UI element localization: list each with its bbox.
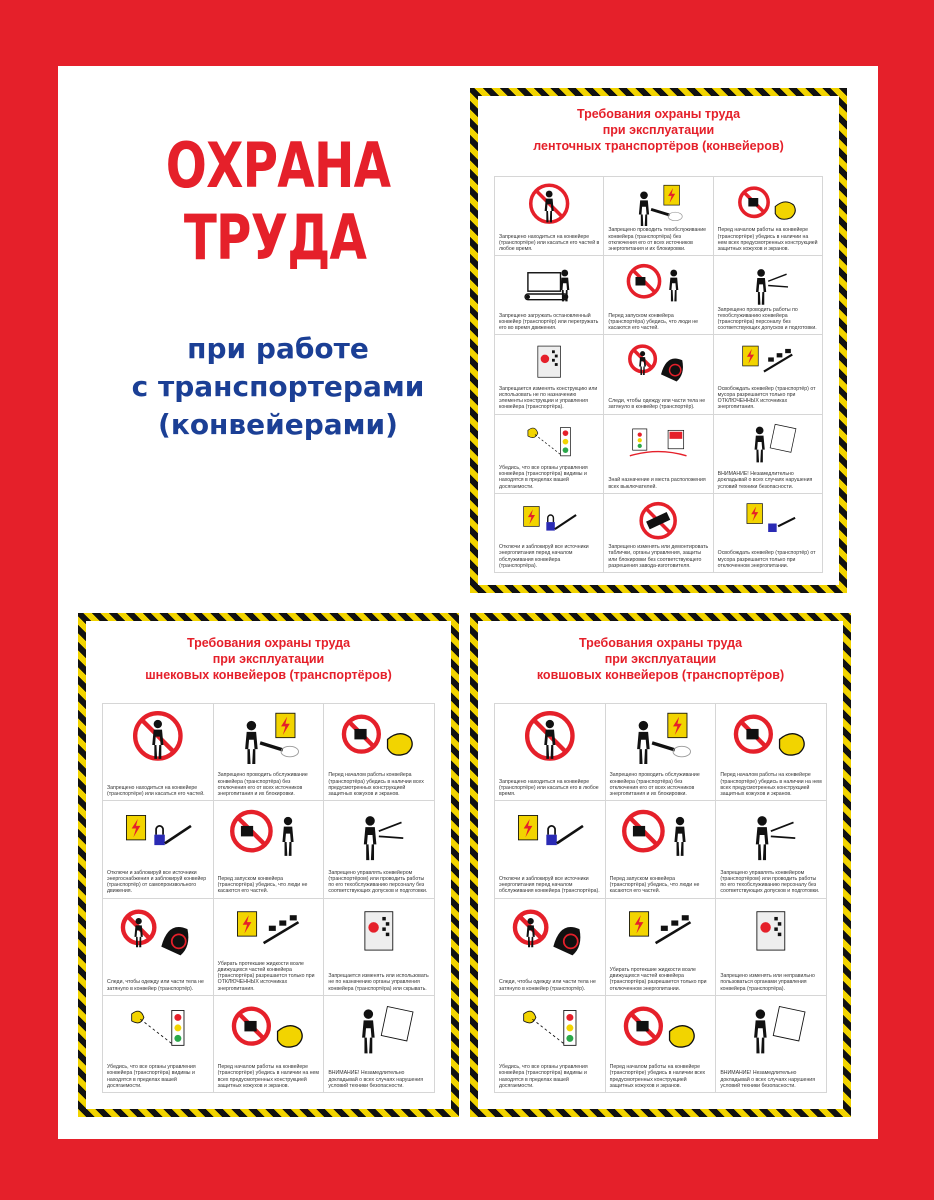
guard-check-icon (330, 708, 428, 764)
rule-cell (606, 801, 717, 898)
poster-title-line-2: при эксплуатации (602, 123, 715, 137)
rule-pictogram (612, 805, 710, 861)
rule-caption: Убирать протекшие жидкости возле движущихся частей конвейера (транспортёра) разрешается только при отключенном энергопитании. (609, 966, 707, 992)
rule-cell (716, 704, 827, 801)
rule-pictogram (501, 339, 597, 384)
hero-subtitle-line-1: при работе (187, 332, 369, 365)
rule-caption: Перед запуском конвейера (транспортёра) убедись, что люди не касаются его частей. (217, 875, 308, 895)
rule-caption: Запрещено загружать остановленный конвейер (транспортёр) или перегружать его во время движения. (499, 312, 599, 332)
poster-title-line-2: при эксплуатации (604, 652, 717, 666)
poster-title-line-1: Требования охраны труда (578, 636, 743, 650)
rule-caption: Запрещено проводить техобслуживание конвейера (транспортёра) без отключения его от всех источников энергопитания и их блокировки. (608, 227, 706, 252)
rule-caption: Убедись, что все органы управления конвейера (транспортёра) видимы и находятся в пределах вашей досягаемости. (499, 464, 588, 490)
rule-cell (214, 899, 325, 996)
on-off-switch-icon (610, 419, 706, 464)
rule-caption: Запрещено управлять конвейером (транспортёром) или проводить работы по его техобслуживанию персоналу без соответствующих допусков и подготовки. (328, 869, 428, 895)
rule-caption: Запрещено находиться на конвейере (транспортёре) или касаться его частей в любое время. (499, 233, 600, 252)
poster-belt-conveyors (470, 88, 847, 593)
poster-bucket-conveyors (470, 613, 851, 1117)
rule-pictogram (610, 339, 706, 384)
rules-grid (102, 703, 435, 1093)
rule-caption: Перед запуском конвейера (транспортёра) убедись, что люди не касаются его частей. (608, 312, 699, 332)
repair-worker-icon (610, 181, 706, 226)
poster-title (478, 621, 843, 683)
rule-cell (103, 899, 214, 996)
prohibition-person-icon (109, 708, 207, 764)
poster-title (478, 96, 839, 154)
rule-pictogram (109, 805, 207, 861)
repair-worker-icon (220, 708, 318, 764)
control-visibility-icon (501, 419, 597, 464)
rule-cell (606, 899, 717, 996)
rule-caption: Запрещается изменять конструкцию или использовать не по назначению элементы конструкции и управления конвейера (транспортёра). (499, 385, 598, 411)
service-worker-icon (330, 805, 428, 861)
rule-pictogram (722, 1000, 820, 1056)
rule-cell (604, 494, 713, 573)
hero-subtitle-line-2: с транспортерами (131, 370, 425, 403)
clothing-entanglement-icon (501, 903, 599, 959)
rule-caption: Знай назначение и места расположения всех выключателей. (608, 477, 706, 490)
rule-caption: ВНИМАНИЕ! Незамедлительно докладывай о всех случаях нарушения условий техники безопасности. (717, 471, 813, 490)
rule-pictogram (220, 1000, 318, 1056)
poster-screw-conveyors (78, 613, 459, 1117)
rule-caption: Убедись, что все органы управления конвейера (транспортёра) видимы и находятся в пределах вашей досягаемости. (499, 1064, 588, 1089)
rule-cell (214, 996, 325, 1093)
rule-cell (214, 704, 325, 801)
rule-cell (604, 177, 713, 256)
rule-caption: Запрещено проводить работы по техобслуживанию конвейера (транспортёра) персоналу без соответствующих допусков и подготовки. (717, 306, 817, 332)
rule-cell (495, 415, 604, 494)
rule-cell (103, 704, 214, 801)
rule-pictogram (610, 419, 706, 464)
rule-pictogram (610, 181, 706, 226)
rule-cell (495, 177, 604, 256)
rules-grid (494, 703, 827, 1093)
rule-cell (324, 801, 435, 898)
rule-pictogram (720, 498, 816, 543)
rule-cell (324, 704, 435, 801)
rule-pictogram (109, 708, 207, 764)
service-worker-icon (722, 805, 820, 861)
rule-cell (495, 704, 606, 801)
guard-check-icon (220, 1000, 318, 1056)
rule-caption: Запрещено изменять или демонтировать таблички, органы управления, защиты или блокировки без соответствующего разрешения завода-изготовителя. (608, 544, 709, 569)
poster-inner (86, 621, 451, 1109)
rule-cell (495, 899, 606, 996)
rule-cell (714, 415, 823, 494)
control-panel-icon (501, 339, 597, 384)
rule-pictogram (722, 805, 820, 861)
rule-cell (606, 996, 717, 1093)
repair-worker-icon (612, 708, 710, 764)
rule-caption: Запрещено проводить обслуживание конвейера (транспортёра) без отключения его от всех источников энергопитания и их блокировки. (217, 772, 308, 798)
control-panel-icon (330, 903, 428, 959)
debris-cleaning-icon (220, 903, 318, 959)
rule-cell (495, 801, 606, 898)
guard-check-icon (612, 1000, 710, 1056)
rule-pictogram (109, 903, 207, 959)
rule-pictogram (109, 1000, 207, 1056)
rule-caption: Убедись, что все органы управления конвейера (транспортёра) видимы и находятся в пределах вашей досягаемости. (107, 1064, 196, 1089)
rule-caption: Запрещено проводить обслуживание конвейера (транспортёра) без отключения его от всех источников энергопитания и их блокировки. (609, 772, 700, 798)
rule-cell (324, 996, 435, 1093)
rule-pictogram (330, 805, 428, 861)
hero-title-line-2: ТРУДА (183, 201, 367, 274)
poster-inner (478, 621, 843, 1109)
rule-pictogram (720, 181, 816, 226)
rule-cell (495, 494, 604, 573)
hero-title-line-1: ОХРАНА (165, 129, 391, 202)
rule-pictogram (501, 708, 599, 764)
hero-title (165, 129, 391, 274)
rule-caption: Запрещено находиться на конвейере (транспортёре) или касаться его в любое время. (499, 778, 599, 798)
rule-pictogram (720, 419, 816, 464)
belt-clean-icon (720, 498, 816, 543)
rule-cell (214, 801, 325, 898)
rule-cell (604, 335, 713, 414)
rule-pictogram (722, 708, 820, 764)
warning-sign-icon (330, 1000, 428, 1056)
rule-caption: Следи, чтобы одежду или части тела не затянуло в конвейер (транспортёр). (107, 979, 204, 992)
rule-pictogram (330, 1000, 428, 1056)
rule-pictogram (612, 1000, 710, 1056)
rule-cell (324, 899, 435, 996)
rule-pictogram (501, 498, 597, 543)
rule-caption: Перед началом работы на конвейере (транспортёре) убедись в наличии на нем всех предусмотренных конструкцией защитных кожухов и экранов. (717, 227, 818, 252)
prohibition-person-icon (501, 181, 597, 226)
start-warning-icon (612, 805, 710, 861)
poster-title (86, 621, 451, 683)
debris-cleaning-icon (720, 339, 816, 384)
rule-pictogram (220, 805, 318, 861)
rule-cell (714, 256, 823, 335)
rule-caption: Перед началом работы конвейера (транспортёра) убедись в наличии всех предусмотренных конструкцией защитных кожухов и экранов. (328, 772, 424, 798)
rule-caption: Отключи и заблокируй все источники энергопитания перед началом обслуживания конвейера (транспортёра). (499, 875, 600, 895)
control-panel-icon (722, 903, 820, 959)
poster-title-line-3: шнековых конвейеров (транспортёров) (145, 668, 392, 682)
service-worker-icon (720, 260, 816, 305)
rule-caption: Убирать протекшие жидкости возле движущихся частей конвейера (транспортёра) разрешается только при ОТКЛЮЧЕННЫХ источниках энергопитания. (217, 960, 315, 992)
rule-pictogram (220, 903, 318, 959)
rule-cell (103, 996, 214, 1093)
debris-cleaning-icon (612, 903, 710, 959)
rule-cell (495, 996, 606, 1093)
rule-caption: ВНИМАНИЕ! Незамедлительно докладывай о всех случаях нарушения условий техники безопасности. (720, 1070, 816, 1089)
rule-caption: Запрещено изменять или неправильно пользоваться органами управления конвейера (транспортёра). (720, 973, 815, 992)
rule-caption: Перед началом работы на конвейере (транспортёре) убедись в наличии всех предусмотренных конструкцией защитных кожухов и экранов. (609, 1064, 706, 1089)
rule-caption: Освобождать конвейер (транспортёр) от мусора разрешается только при ОТКЛЮЧЕННЫХ источниках энергопитания. (717, 385, 816, 411)
lockout-icon (501, 805, 599, 861)
rule-caption: Запрещено управлять конвейером (транспортёром) или проводить работы по его техобслуживанию персоналу без соответствующих допусков и подготовки. (720, 869, 820, 895)
rule-caption: Запрещено находиться на конвейере (транспортёре) или касаться его частей. (107, 784, 205, 798)
rule-caption: Перед началом работы на конвейере (транспортёре) убедись в наличии на нем всех предусмотренных конструкцией защитных кожухов и экранов. (217, 1064, 319, 1089)
control-visibility-icon (109, 1000, 207, 1056)
warning-sign-icon (722, 1000, 820, 1056)
poster-title-line-1: Требования охраны труда (186, 636, 351, 650)
poster-title-line-3: ковшовых конвейеров (транспортёров) (536, 668, 785, 682)
rule-pictogram (501, 805, 599, 861)
rule-pictogram (501, 181, 597, 226)
rules-grid (494, 176, 823, 573)
rule-pictogram (720, 260, 816, 305)
lockout-icon (501, 498, 597, 543)
rule-caption: Следи, чтобы одежду или части тела не затянуло в конвейер (транспортёр). (608, 398, 706, 411)
rule-caption: ВНИМАНИЕ! Незамедлительно докладывай о всех случаях нарушения условий техники безопасности. (328, 1070, 424, 1089)
rule-cell (714, 177, 823, 256)
rule-caption: Отключи и заблокируй все источники энергоснабжения и заблокируй конвейер (транспортёр) от самопроизвольного движения. (107, 869, 207, 895)
clothing-entanglement-icon (109, 903, 207, 959)
prohibition-person-icon (501, 708, 599, 764)
clothing-entanglement-icon (610, 339, 706, 384)
start-warning-icon (610, 260, 706, 305)
rule-pictogram (612, 708, 710, 764)
rule-pictogram (610, 498, 706, 543)
rule-pictogram (501, 903, 599, 959)
guard-check-icon (720, 181, 816, 226)
rule-cell (103, 801, 214, 898)
poster-inner (478, 96, 839, 585)
hero-subtitle (118, 330, 438, 444)
rule-cell (714, 494, 823, 573)
rule-cell (716, 801, 827, 898)
rule-pictogram (330, 903, 428, 959)
rule-caption: Следи, чтобы одежду или части тела не затянуло в конвейер (транспортёр). (499, 979, 596, 992)
rule-cell (604, 415, 713, 494)
rule-cell (606, 704, 717, 801)
rule-pictogram (501, 419, 597, 464)
hero-subtitle-line-3: (конвейерами) (158, 408, 398, 441)
rule-caption: Отключи и заблокируй все источники энергопитания перед началом обслуживания конвейера (транспортёра). (499, 544, 589, 569)
rule-cell (604, 256, 713, 335)
rule-pictogram (722, 903, 820, 959)
rule-pictogram (330, 708, 428, 764)
rule-cell (714, 335, 823, 414)
rule-pictogram (501, 1000, 599, 1056)
warning-sign-icon (720, 419, 816, 464)
rule-caption: Перед началом работы на конвейере (транспортёре) убедись в наличии на нем всех предусмотренных конструкцией защитных кожухов и экранов. (720, 772, 822, 798)
rule-caption: Перед запуском конвейера (транспортёра) убедись, что люди не касаются его частей. (609, 875, 700, 895)
rule-pictogram (612, 903, 710, 959)
poster-title-line-3: ленточных транспортёров (конвейеров) (533, 139, 784, 153)
poster-title-line-2: при эксплуатации (212, 652, 325, 666)
rule-cell (716, 899, 827, 996)
rule-cell (495, 256, 604, 335)
rule-pictogram (720, 339, 816, 384)
rule-pictogram (501, 260, 597, 305)
lockout-icon (109, 805, 207, 861)
prohibition-sign-icon (610, 498, 706, 543)
rule-cell (495, 335, 604, 414)
start-warning-icon (220, 805, 318, 861)
rule-cell (716, 996, 827, 1093)
poster-title-line-1: Требования охраны труда (576, 107, 741, 121)
loading-worker-icon (501, 260, 597, 305)
rule-caption: Запрещается изменять или использовать не по назначению органы управления конвейера (транспортёра) или скрывать. (328, 973, 429, 992)
rule-pictogram (610, 260, 706, 305)
rule-caption: Освобождать конвейер (транспортёр) от мусора разрешается только при отключенном энергопитании. (717, 550, 816, 569)
control-visibility-icon (501, 1000, 599, 1056)
rule-pictogram (220, 708, 318, 764)
guard-check-icon (722, 708, 820, 764)
